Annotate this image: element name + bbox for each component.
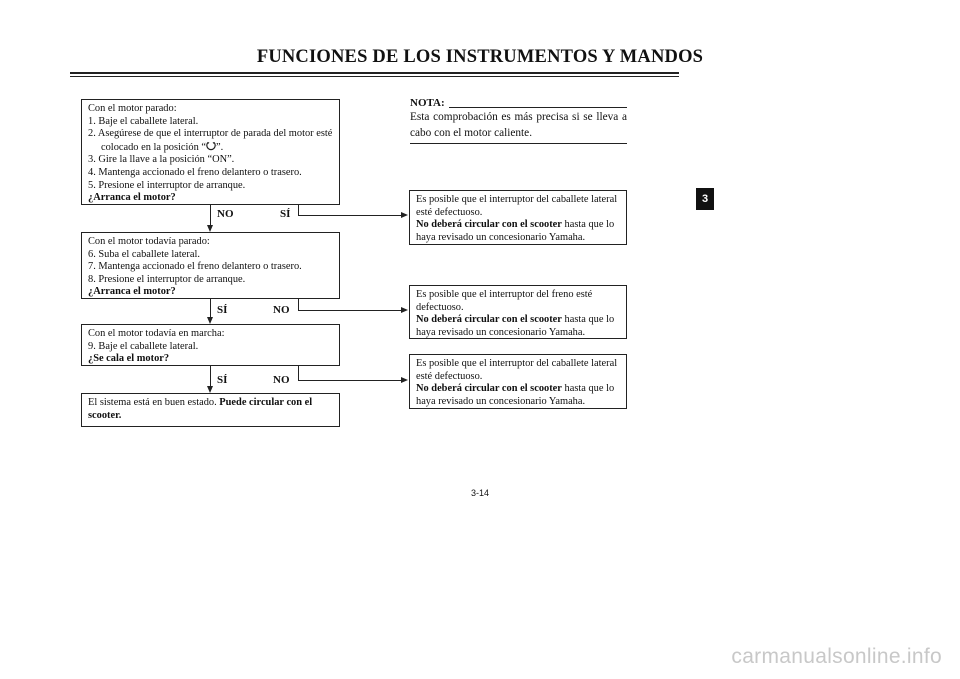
step-3-line-1: Con el motor todavía en marcha: bbox=[88, 328, 225, 339]
answer-2-right: NO bbox=[273, 304, 290, 316]
step-3-question: ¿Se cala el motor? bbox=[88, 353, 170, 365]
result-1-line-2: esté defectuoso. bbox=[416, 206, 483, 218]
result-3-warning: No deberá circular con el scooter bbox=[416, 383, 562, 395]
connector-3-down bbox=[210, 366, 211, 387]
result-2-box bbox=[409, 285, 627, 339]
step-1-line-1: Con el motor parado: bbox=[88, 103, 177, 114]
result-3-box bbox=[409, 354, 627, 409]
flow-step-2-box bbox=[81, 232, 340, 299]
arrow-down-icon bbox=[207, 225, 213, 232]
result-3-line-2: esté defectuoso. bbox=[416, 370, 483, 382]
result-2-line-4: haya revisado un concesionario Yamaha. bbox=[416, 326, 586, 338]
final-bold-2: scooter. bbox=[88, 409, 122, 421]
step-1-line-3: 2. Asegúrese de que el interruptor de parada del motor esté bbox=[88, 128, 333, 140]
engine-run-switch-icon bbox=[206, 141, 216, 151]
flow-final-box bbox=[81, 393, 340, 427]
title-underline-thin bbox=[70, 76, 679, 77]
result-3-line-4: haya revisado un concesionario Yamaha. bbox=[416, 395, 586, 407]
step-2-line-1: Con el motor todavía parado: bbox=[88, 236, 210, 247]
connector-2-riser bbox=[298, 299, 299, 310]
result-2-line-3 bbox=[416, 314, 626, 327]
step-1-line-2: 1. Baje el caballete lateral. bbox=[88, 115, 199, 127]
arrow-right-icon bbox=[401, 377, 408, 383]
arrow-down-icon bbox=[207, 317, 213, 324]
flow-step-3-box bbox=[81, 324, 340, 366]
connector-1-right bbox=[298, 215, 402, 216]
page-title: FUNCIONES DE LOS INSTRUMENTOS Y MANDOS bbox=[256, 47, 704, 67]
connector-2-right bbox=[298, 310, 402, 311]
connector-3-riser bbox=[298, 366, 299, 380]
arrow-right-icon bbox=[401, 212, 408, 218]
result-3-line-3 bbox=[416, 383, 626, 396]
result-2-warning: No deberá circular con el scooter bbox=[416, 314, 562, 326]
result-1-line-3-rest: hasta que lo bbox=[561, 219, 615, 231]
result-2-line-3-rest: hasta que lo bbox=[561, 314, 615, 326]
watermark: carmanualsonline.info bbox=[731, 645, 942, 668]
answer-3-down: SÍ bbox=[217, 374, 228, 386]
final-text: El sistema está en buen estado. bbox=[88, 397, 220, 408]
step-1-line-6: 4. Mantenga accionado el freno delantero o trasero. bbox=[88, 166, 302, 178]
note-bottom-rule bbox=[410, 143, 627, 144]
step-3-line-2: 9. Baje el caballete lateral. bbox=[88, 340, 199, 352]
answer-3-right: NO bbox=[273, 374, 290, 386]
result-1-line-1: Es posible que el interruptor del caballete lateral bbox=[416, 194, 618, 205]
result-1-box bbox=[409, 190, 627, 245]
step-1-line-4a: colocado en la posición “ bbox=[101, 141, 207, 153]
answer-1-right: SÍ bbox=[280, 208, 291, 220]
step-2-line-4: 8. Presione el interruptor de arranque. bbox=[88, 273, 246, 285]
step-2-line-3: 7. Mantenga accionado el freno delantero o trasero. bbox=[88, 261, 302, 273]
title-underline bbox=[70, 72, 679, 74]
step-2-line-2: 6. Suba el caballete lateral. bbox=[88, 248, 200, 260]
step-1-line-4 bbox=[88, 141, 339, 155]
result-2-line-2: defectuoso. bbox=[416, 301, 464, 313]
result-1-line-4: haya revisado un concesionario Yamaha. bbox=[416, 231, 586, 243]
result-1-warning: No deberá circular con el scooter bbox=[416, 219, 562, 231]
arrow-down-icon bbox=[207, 386, 213, 393]
final-line-1 bbox=[88, 397, 339, 410]
arrow-right-icon bbox=[401, 307, 408, 313]
step-2-question: ¿Arranca el motor? bbox=[88, 286, 176, 298]
step-1-line-5: 3. Gire la llave a la posición “ON”. bbox=[88, 154, 235, 166]
result-3-line-1: Es posible que el interruptor del caballete lateral bbox=[416, 358, 618, 369]
step-1-question: ¿Arranca el motor? bbox=[88, 192, 176, 204]
connector-3-right bbox=[298, 380, 402, 381]
note-label: NOTA: bbox=[410, 97, 445, 109]
step-1-line-4b: ”. bbox=[216, 141, 224, 153]
result-1-line-3 bbox=[416, 219, 626, 232]
connector-1-riser bbox=[298, 205, 299, 215]
page-number: 3-14 bbox=[470, 488, 489, 498]
flow-step-1-box bbox=[81, 99, 340, 205]
final-bold-1: Puede circular con el bbox=[219, 397, 313, 408]
note-text: Esta comprobación es más precisa si se lleva a cabo con el motor caliente. bbox=[410, 111, 627, 139]
result-3-line-3-rest: hasta que lo bbox=[561, 383, 615, 395]
answer-1-down: NO bbox=[217, 208, 234, 220]
connector-1-down bbox=[210, 205, 211, 226]
result-2-line-1: Es posible que el interruptor del freno esté bbox=[416, 289, 593, 300]
connector-2-down bbox=[210, 299, 211, 318]
answer-2-down: SÍ bbox=[217, 304, 228, 316]
step-1-line-7: 5. Presione el interruptor de arranque. bbox=[88, 179, 246, 191]
note-label-rule bbox=[449, 107, 627, 108]
section-tab: 3 bbox=[696, 188, 714, 210]
